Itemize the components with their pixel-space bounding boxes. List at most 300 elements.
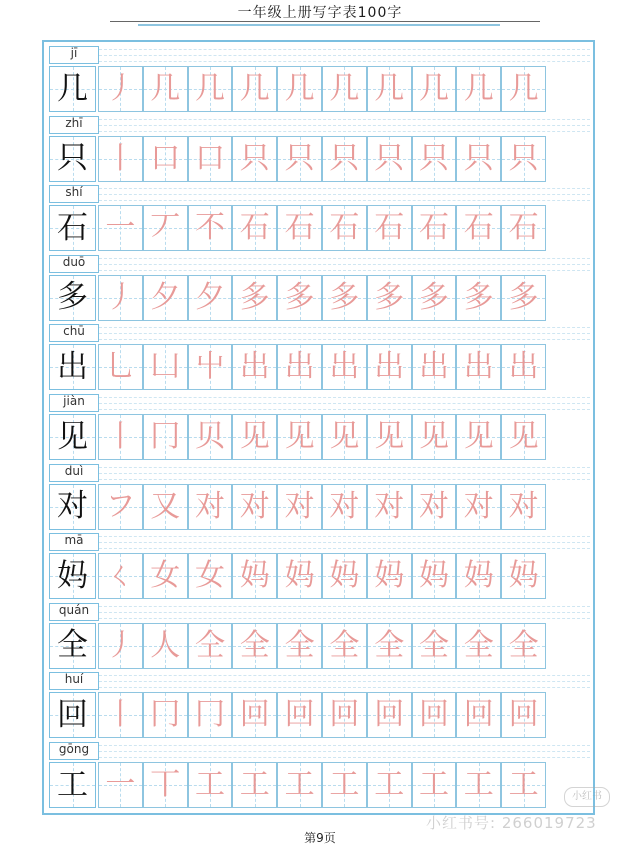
trace-char: 丿: [105, 627, 136, 663]
watermark-text: 小红书号: 266019723: [426, 814, 597, 832]
trace-cell[interactable]: [456, 623, 501, 669]
trace-char: 石: [374, 210, 405, 246]
trace-cell[interactable]: [188, 484, 233, 530]
practice-row: [49, 185, 590, 254]
trace-cell[interactable]: [188, 623, 233, 669]
trace-char: 工: [463, 767, 494, 802]
trace-char: 妈: [239, 558, 270, 594]
trace-cell[interactable]: [98, 762, 143, 808]
trace-char: 回: [508, 697, 539, 733]
trace-cell[interactable]: [456, 66, 501, 112]
trace-cell[interactable]: [277, 136, 322, 182]
trace-cell[interactable]: [232, 275, 277, 321]
model-char: 全: [57, 627, 88, 664]
trace-char: 丆: [150, 210, 181, 246]
pinyin-guide-line: [99, 188, 590, 189]
trace-char: 石: [329, 210, 360, 246]
trace-cell[interactable]: [412, 484, 457, 530]
trace-cell[interactable]: [322, 344, 367, 390]
trace-char: 丨: [105, 697, 136, 733]
pinyin-guide-line: [99, 473, 590, 474]
trace-char: 妈: [374, 558, 405, 594]
model-char-cell: [49, 344, 96, 390]
trace-cell[interactable]: [232, 553, 277, 599]
practice-row: [49, 255, 590, 324]
trace-cell[interactable]: [98, 692, 143, 738]
trace-char: 见: [418, 419, 449, 454]
trace-cell[interactable]: [188, 414, 233, 460]
trace-char: 全: [418, 627, 449, 663]
trace-char: 妈: [418, 558, 449, 594]
trace-cell[interactable]: [188, 66, 233, 112]
pinyin-guide-line: [99, 125, 590, 126]
trace-char: 石: [284, 210, 315, 246]
trace-cell[interactable]: [322, 623, 367, 669]
pinyin-guide-line: [99, 542, 590, 543]
trace-cell[interactable]: [501, 205, 546, 251]
trace-cell[interactable]: [188, 692, 233, 738]
trace-char: 仝: [194, 627, 225, 663]
trace-char: 冂: [150, 419, 181, 454]
trace-char: 丨: [105, 140, 136, 176]
trace-cell[interactable]: [412, 762, 457, 808]
trace-cell[interactable]: [367, 484, 412, 530]
trace-cell[interactable]: [232, 692, 277, 738]
trace-char: 出: [463, 349, 494, 385]
trace-cell[interactable]: [143, 484, 188, 530]
trace-char: 口: [150, 140, 181, 176]
trace-char: 见: [374, 419, 405, 454]
trace-char: 石: [418, 210, 449, 246]
pinyin-label: duō: [62, 254, 86, 269]
trace-cell[interactable]: [143, 66, 188, 112]
trace-cell[interactable]: [143, 344, 188, 390]
trace-cell[interactable]: [501, 344, 546, 390]
trace-char: 对: [374, 488, 405, 524]
trace-cell[interactable]: [277, 762, 322, 808]
trace-char: 几: [150, 71, 181, 106]
trace-char: 妈: [284, 558, 315, 594]
trace-char: 女: [150, 558, 181, 594]
model-char-cell: [49, 623, 96, 669]
trace-cell[interactable]: [456, 275, 501, 321]
trace-cell[interactable]: [143, 692, 188, 738]
title-underline: [138, 24, 500, 26]
model-char: 出: [57, 348, 88, 385]
trace-cell[interactable]: [277, 205, 322, 251]
trace-char: 妈: [508, 558, 539, 594]
trace-char: 只: [284, 140, 315, 176]
trace-char: 冂: [194, 697, 225, 733]
trace-char: 工: [418, 767, 449, 802]
trace-char: 对: [284, 488, 315, 524]
trace-char: 人: [150, 627, 181, 663]
writing-sheet: [42, 40, 595, 815]
trace-cell[interactable]: [456, 205, 501, 251]
pinyin-guide-line: [99, 403, 590, 404]
pinyin-guide-line: [99, 339, 590, 340]
trace-char: 丿: [105, 71, 136, 106]
pinyin-label: jiàn: [63, 394, 85, 408]
pinyin-guide-line: [99, 536, 590, 537]
trace-char: 工: [194, 767, 225, 802]
trace-cell[interactable]: [232, 136, 277, 182]
trace-cell[interactable]: [98, 414, 143, 460]
trace-char: 出: [284, 349, 315, 385]
trace-char: 全: [374, 627, 405, 663]
trace-cell[interactable]: [501, 692, 546, 738]
trace-char: 夕: [194, 279, 225, 315]
trace-char: 对: [239, 488, 270, 524]
trace-cell[interactable]: [322, 205, 367, 251]
trace-char: 几: [194, 71, 225, 106]
model-char: 妈: [57, 557, 88, 594]
pinyin-guide-line: [99, 675, 590, 676]
model-char-cell: [49, 205, 96, 251]
trace-char: 多: [508, 279, 539, 315]
trace-char: 工: [284, 767, 315, 802]
model-char-cell: [49, 692, 96, 738]
model-char: 工: [57, 766, 88, 803]
pinyin-label: mā: [64, 533, 84, 548]
trace-char: 几: [418, 71, 449, 106]
trace-cell[interactable]: [367, 414, 412, 460]
pinyin-guide-line: [99, 612, 590, 613]
trace-char: 全: [463, 627, 494, 663]
trace-cell[interactable]: [143, 553, 188, 599]
trace-char: 多: [418, 279, 449, 315]
trace-cell[interactable]: [412, 205, 457, 251]
trace-cell[interactable]: [501, 66, 546, 112]
trace-cell[interactable]: [232, 66, 277, 112]
model-char-cell: [49, 66, 96, 112]
trace-cell[interactable]: [232, 414, 277, 460]
trace-char: 回: [239, 697, 270, 733]
trace-char: 口: [194, 140, 225, 176]
trace-cell[interactable]: [98, 344, 143, 390]
pinyin-guide-line: [99, 745, 590, 746]
pinyin-guide-line: [99, 687, 590, 688]
trace-cell[interactable]: [322, 762, 367, 808]
model-char-cell: [49, 762, 96, 808]
model-char: 多: [57, 279, 88, 316]
pinyin-label: quán: [58, 602, 90, 617]
pinyin-guide-line: [99, 119, 590, 120]
trace-char: 石: [239, 210, 270, 246]
trace-char: 几: [463, 71, 494, 106]
practice-row: [49, 533, 590, 602]
model-char-cell: [49, 414, 96, 460]
trace-cell[interactable]: [232, 762, 277, 808]
trace-cell[interactable]: [412, 623, 457, 669]
trace-char: 出: [418, 349, 449, 385]
trace-cell[interactable]: [501, 275, 546, 321]
trace-cell[interactable]: [501, 414, 546, 460]
trace-cell[interactable]: [98, 275, 143, 321]
trace-cell[interactable]: [232, 344, 277, 390]
trace-cell[interactable]: [367, 623, 412, 669]
trace-char: 出: [374, 349, 405, 385]
trace-cell[interactable]: [456, 484, 501, 530]
trace-char: 见: [284, 419, 315, 454]
model-char-cell: [49, 275, 96, 321]
trace-char: 夕: [150, 279, 181, 315]
trace-cell[interactable]: [367, 344, 412, 390]
trace-cell[interactable]: [367, 275, 412, 321]
model-char: 几: [57, 70, 88, 107]
trace-cell[interactable]: [232, 623, 277, 669]
trace-char: 全: [508, 627, 539, 663]
trace-char: 女: [194, 558, 225, 594]
trace-cell[interactable]: [277, 414, 322, 460]
trace-char: 一: [105, 767, 136, 802]
trace-cell[interactable]: [456, 136, 501, 182]
trace-cell[interactable]: [456, 553, 501, 599]
model-char-cell: [49, 484, 96, 530]
trace-cell[interactable]: [412, 414, 457, 460]
trace-cell[interactable]: [501, 623, 546, 669]
trace-cell[interactable]: [277, 553, 322, 599]
pinyin-guide-line: [99, 131, 590, 132]
trace-char: フ: [105, 488, 136, 524]
trace-char: 丅: [150, 767, 181, 802]
trace-char: 丿: [105, 279, 136, 315]
pinyin-guide-line: [99, 258, 590, 259]
trace-char: 多: [463, 279, 494, 315]
trace-char: 妈: [463, 558, 494, 594]
pinyin-guide-line: [99, 751, 590, 752]
trace-cell[interactable]: [143, 275, 188, 321]
trace-cell[interactable]: [277, 344, 322, 390]
trace-char: 回: [329, 697, 360, 733]
pinyin-guide-line: [99, 606, 590, 607]
trace-cell[interactable]: [412, 136, 457, 182]
pinyin-guide-line: [99, 397, 590, 398]
trace-cell[interactable]: [188, 205, 233, 251]
trace-cell[interactable]: [98, 136, 143, 182]
trace-char: 凵: [150, 349, 181, 385]
trace-char: 几: [239, 71, 270, 106]
trace-cell[interactable]: [367, 553, 412, 599]
practice-row: [49, 116, 590, 185]
trace-cell[interactable]: [143, 136, 188, 182]
trace-char: 乚: [105, 349, 136, 385]
pinyin-label: chū: [63, 324, 85, 339]
trace-char: 丨: [105, 419, 136, 454]
trace-char: 贝: [194, 419, 225, 454]
trace-char: 工: [239, 767, 270, 802]
trace-cell[interactable]: [188, 553, 233, 599]
trace-char: ㄑ: [105, 558, 136, 594]
pinyin-guide-line: [99, 618, 590, 619]
trace-char: 全: [284, 627, 315, 663]
watermark-badge: 小红书: [564, 787, 610, 807]
trace-cell[interactable]: [367, 66, 412, 112]
practice-row: [49, 394, 590, 463]
trace-char: 多: [239, 279, 270, 315]
trace-cell[interactable]: [322, 414, 367, 460]
trace-cell[interactable]: [143, 414, 188, 460]
pinyin-label: jī: [70, 46, 78, 60]
trace-char: 对: [194, 488, 225, 524]
trace-cell[interactable]: [412, 692, 457, 738]
title-rule: [110, 21, 540, 22]
trace-cell[interactable]: [412, 553, 457, 599]
practice-row: [49, 603, 590, 672]
pinyin-guide-line: [99, 409, 590, 410]
trace-char: 工: [329, 767, 360, 802]
trace-char: 见: [508, 419, 539, 454]
model-char: 只: [57, 140, 88, 177]
pinyin-label: gōng: [58, 742, 90, 756]
trace-cell[interactable]: [98, 205, 143, 251]
trace-cell[interactable]: [232, 484, 277, 530]
pinyin-label: shí: [65, 185, 83, 200]
trace-cell[interactable]: [367, 762, 412, 808]
trace-char: 多: [284, 279, 315, 315]
pinyin-guide-line: [99, 327, 590, 328]
trace-char: 回: [418, 697, 449, 733]
model-char: 见: [57, 418, 88, 455]
trace-cell[interactable]: [232, 205, 277, 251]
trace-char: 石: [508, 210, 539, 246]
pinyin-label: zhī: [65, 115, 83, 130]
trace-char: 只: [374, 140, 405, 176]
trace-cell[interactable]: [501, 484, 546, 530]
trace-char: 全: [239, 627, 270, 663]
trace-char: 工: [508, 767, 539, 802]
trace-char: 又: [150, 488, 181, 524]
trace-cell[interactable]: [188, 344, 233, 390]
trace-cell[interactable]: [143, 623, 188, 669]
trace-cell[interactable]: [501, 762, 546, 808]
trace-char: 几: [374, 71, 405, 106]
pinyin-guide-line: [99, 61, 590, 62]
trace-cell[interactable]: [188, 762, 233, 808]
trace-cell[interactable]: [98, 623, 143, 669]
trace-char: 对: [508, 488, 539, 524]
trace-cell[interactable]: [367, 205, 412, 251]
trace-cell[interactable]: [277, 623, 322, 669]
trace-cell[interactable]: [322, 136, 367, 182]
trace-char: 全: [329, 627, 360, 663]
trace-char: 只: [329, 140, 360, 176]
practice-row: [49, 46, 590, 115]
trace-cell[interactable]: [367, 136, 412, 182]
trace-cell[interactable]: [277, 66, 322, 112]
trace-cell[interactable]: [412, 344, 457, 390]
trace-char: 只: [463, 140, 494, 176]
trace-char: 几: [508, 71, 539, 106]
pinyin-guide-line: [99, 681, 590, 682]
trace-cell[interactable]: [322, 275, 367, 321]
trace-char: 一: [105, 210, 136, 246]
trace-char: 出: [329, 349, 360, 385]
trace-char: 回: [284, 697, 315, 733]
trace-cell[interactable]: [98, 484, 143, 530]
page-number: 第9页: [304, 831, 336, 845]
trace-char: 冂: [150, 697, 181, 733]
trace-char: 妈: [329, 558, 360, 594]
trace-char: 见: [239, 419, 270, 454]
model-char-cell: [49, 553, 96, 599]
practice-row: [49, 464, 590, 533]
trace-cell[interactable]: [456, 762, 501, 808]
model-char: 对: [57, 488, 88, 525]
trace-char: 对: [463, 488, 494, 524]
trace-cell[interactable]: [322, 692, 367, 738]
trace-cell[interactable]: [412, 275, 457, 321]
trace-cell[interactable]: [322, 484, 367, 530]
trace-char: 回: [463, 697, 494, 733]
trace-cell[interactable]: [277, 692, 322, 738]
trace-char: 只: [508, 140, 539, 176]
trace-cell[interactable]: [456, 344, 501, 390]
pinyin-guide-line: [99, 55, 590, 56]
practice-row: [49, 324, 590, 393]
pinyin-guide-line: [99, 270, 590, 271]
trace-char: 几: [284, 71, 315, 106]
trace-char: 只: [418, 140, 449, 176]
trace-char: 屮: [194, 349, 225, 385]
trace-cell[interactable]: [188, 275, 233, 321]
pinyin-guide-line: [99, 200, 590, 201]
trace-cell[interactable]: [143, 762, 188, 808]
trace-cell[interactable]: [456, 692, 501, 738]
trace-char: 只: [239, 140, 270, 176]
trace-cell[interactable]: [98, 553, 143, 599]
trace-char: 出: [239, 349, 270, 385]
trace-cell[interactable]: [501, 136, 546, 182]
trace-char: 见: [463, 419, 494, 454]
trace-char: 对: [418, 488, 449, 524]
practice-row: [49, 672, 590, 741]
model-char: 石: [57, 209, 88, 246]
trace-char: 石: [463, 210, 494, 246]
trace-cell[interactable]: [277, 275, 322, 321]
trace-char: 出: [508, 349, 539, 385]
trace-char: 见: [329, 419, 360, 454]
trace-char: 对: [329, 488, 360, 524]
pinyin-guide-line: [99, 548, 590, 549]
model-char-cell: [49, 136, 96, 182]
trace-char: 几: [329, 71, 360, 106]
trace-cell[interactable]: [456, 414, 501, 460]
trace-char: 工: [374, 767, 405, 802]
trace-cell[interactable]: [501, 553, 546, 599]
trace-cell[interactable]: [188, 136, 233, 182]
pinyin-label: huí: [64, 672, 84, 687]
trace-cell[interactable]: [367, 692, 412, 738]
trace-cell[interactable]: [322, 553, 367, 599]
trace-char: 回: [374, 697, 405, 733]
pinyin-guide-line: [99, 467, 590, 468]
trace-char: 多: [329, 279, 360, 315]
pinyin-guide-line: [99, 333, 590, 334]
pinyin-guide-line: [99, 479, 590, 480]
trace-cell[interactable]: [322, 66, 367, 112]
pinyin-guide-line: [99, 194, 590, 195]
pinyin-guide-line: [99, 757, 590, 758]
trace-cell[interactable]: [98, 66, 143, 112]
page-title: 一年级上册写字表100字: [237, 5, 403, 21]
pinyin-guide-line: [99, 264, 590, 265]
practice-row: [49, 742, 590, 811]
trace-cell[interactable]: [412, 66, 457, 112]
trace-cell[interactable]: [143, 205, 188, 251]
pinyin-guide-line: [99, 49, 590, 50]
trace-cell[interactable]: [277, 484, 322, 530]
